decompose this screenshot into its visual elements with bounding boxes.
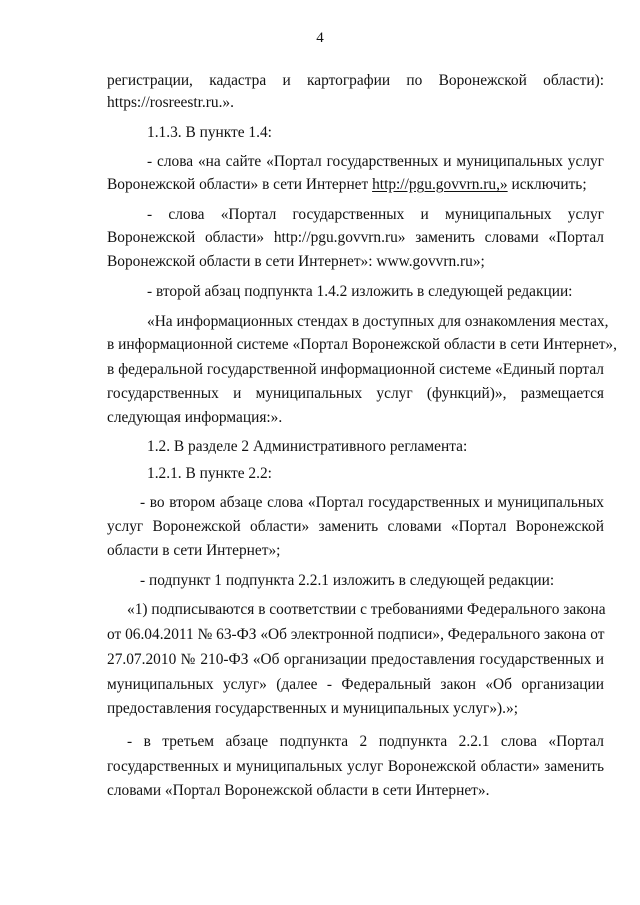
text-line: - во втором абзаце слова «Портал государственных и муниципальных [140,494,604,511]
text-line: 27.07.2010 № 210-ФЗ «Об организации предоставления государственных и [107,651,604,668]
text-line: в информационной системе «Портал Воронежской области в сети Интернет», [107,336,617,353]
text-line [107,174,604,195]
text-line: - второй абзац подпункта 1.4.2 изложить в следующей редакции: [147,283,573,300]
text-line: словами «Портал Воронежской области в сети Интернет». [107,782,490,799]
text-line: регистрации, кадастра и картографии по Воронежской области): [107,72,604,89]
text-line: в федеральной государственной информационной системе «Единый портал [107,361,604,378]
section-heading: 1.2. В разделе 2 Административного регламента: [147,438,468,455]
section-heading: 1.1.3. В пункте 1.4: [147,124,272,141]
text-line: государственных и муниципальных услуг Воронежской области» заменить [107,758,604,775]
text-line: Воронежской области» http://pgu.govvrn.ru» заменить словами «Портал [107,229,604,246]
url-link[interactable]: http://pgu.govvrn.ru,» [372,176,508,193]
text-fragment: Воронежской области» в сети Интернет [107,176,373,193]
text-line: «1) подписываются в соответствии с требованиями Федерального закона [127,601,606,618]
text-line: - в третьем абзаце подпункта 2 подпункта 2.2.1 слова «Портал [127,733,604,750]
text-line: следующая информация:». [107,409,283,426]
section-heading: 1.2.1. В пункте 2.2: [147,465,272,482]
text-line: муниципальных услуг» (далее - Федеральный закон «Об организации [107,676,604,693]
text-line: https://rosreestr.ru.». [107,94,234,111]
text-line: государственных и муниципальных услуг (функций)», размещается [107,385,604,402]
text-line: - слова «на сайте «Портал государственных и муниципальных услуг [147,153,604,170]
text-line: - подпункт 1 подпункта 2.2.1 изложить в следующей редакции: [140,572,555,589]
page-number: 4 [316,30,324,46]
text-line: области в сети Интернет»; [107,542,281,559]
text-fragment: исключить; [507,176,587,193]
text-line: - слова «Портал государственных и муниципальных услуг [147,206,604,223]
text-line: услуг Воронежской области» заменить словами «Портал Воронежской [107,518,604,535]
text-line: «На информационных стендах в доступных для ознакомления местах, [147,313,609,330]
text-line: Воронежской области в сети Интернет»: www.govvrn.ru»; [107,253,485,270]
text-line: от 06.04.2011 № 63-ФЗ «Об электронной подписи», Федерального закона от [107,626,605,643]
text-line: предоставления государственных и муниципальных услуг»).»; [107,700,518,717]
